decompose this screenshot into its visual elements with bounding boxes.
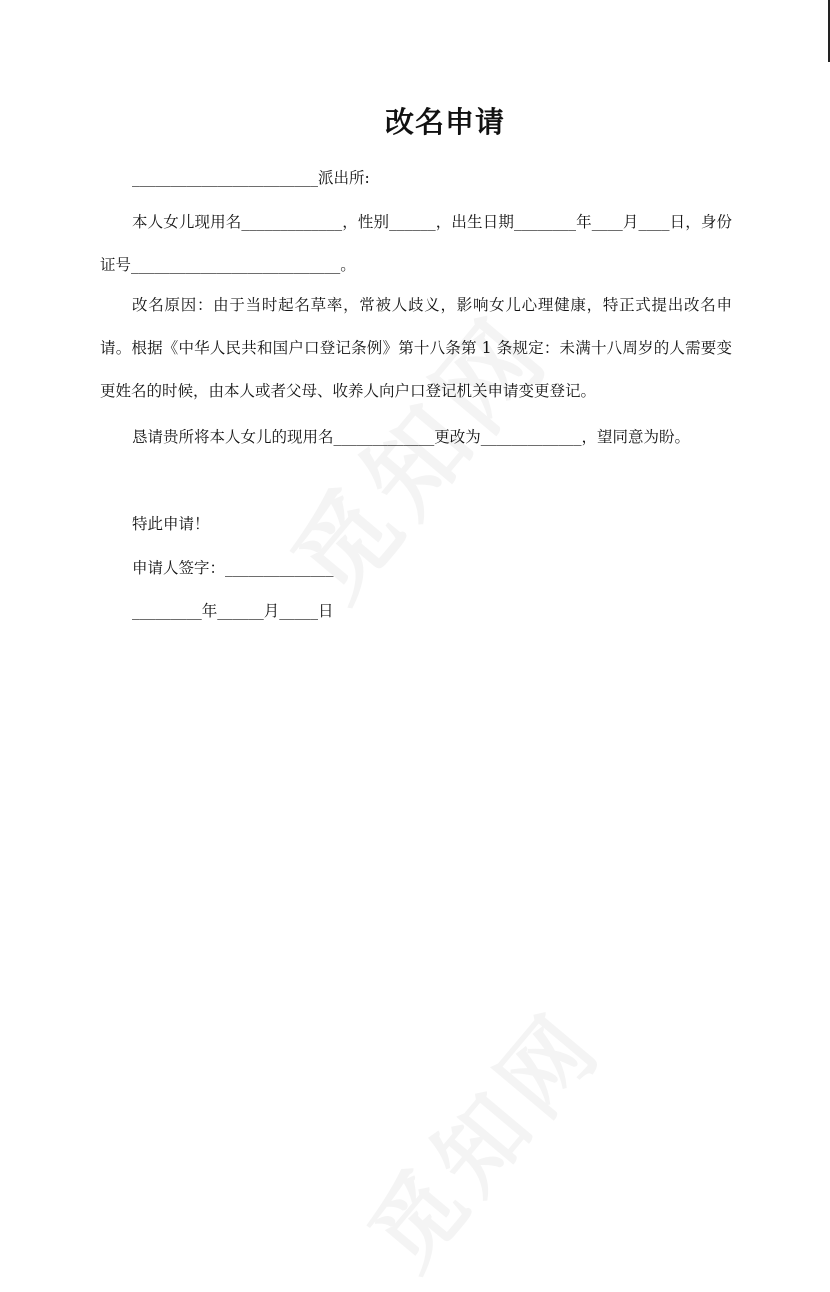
signature-line: 申请人签字：______________: [132, 559, 334, 577]
document-title: 改名申请: [384, 105, 505, 139]
reason-paragraph: 改名原因：由于当时起名草率，常被人歧义，影响女儿心理健康，特正式提出改名申请。根据《中华人民共和国户口登记条例》第十八条第 1 条规定：未满十八周岁的人需要变更姓名的时候，由本人或者父母、收养人向户口登记机关申请变更登记。: [100, 296, 732, 400]
request-paragraph: 恳请贵所将本人女儿的现用名_____________更改为_____________，望同意为盼。: [132, 428, 691, 446]
watermark: [334, 978, 626, 1291]
closing-line: 特此申请！: [132, 515, 210, 533]
addressee-line: ________________________派出所:: [132, 169, 370, 187]
date-line: _________年______月_____日: [132, 602, 334, 620]
applicant-info-paragraph: 本人女儿现用名_____________，性别______，出生日期________年____月____日，身份证号___________________________。: [100, 213, 732, 274]
